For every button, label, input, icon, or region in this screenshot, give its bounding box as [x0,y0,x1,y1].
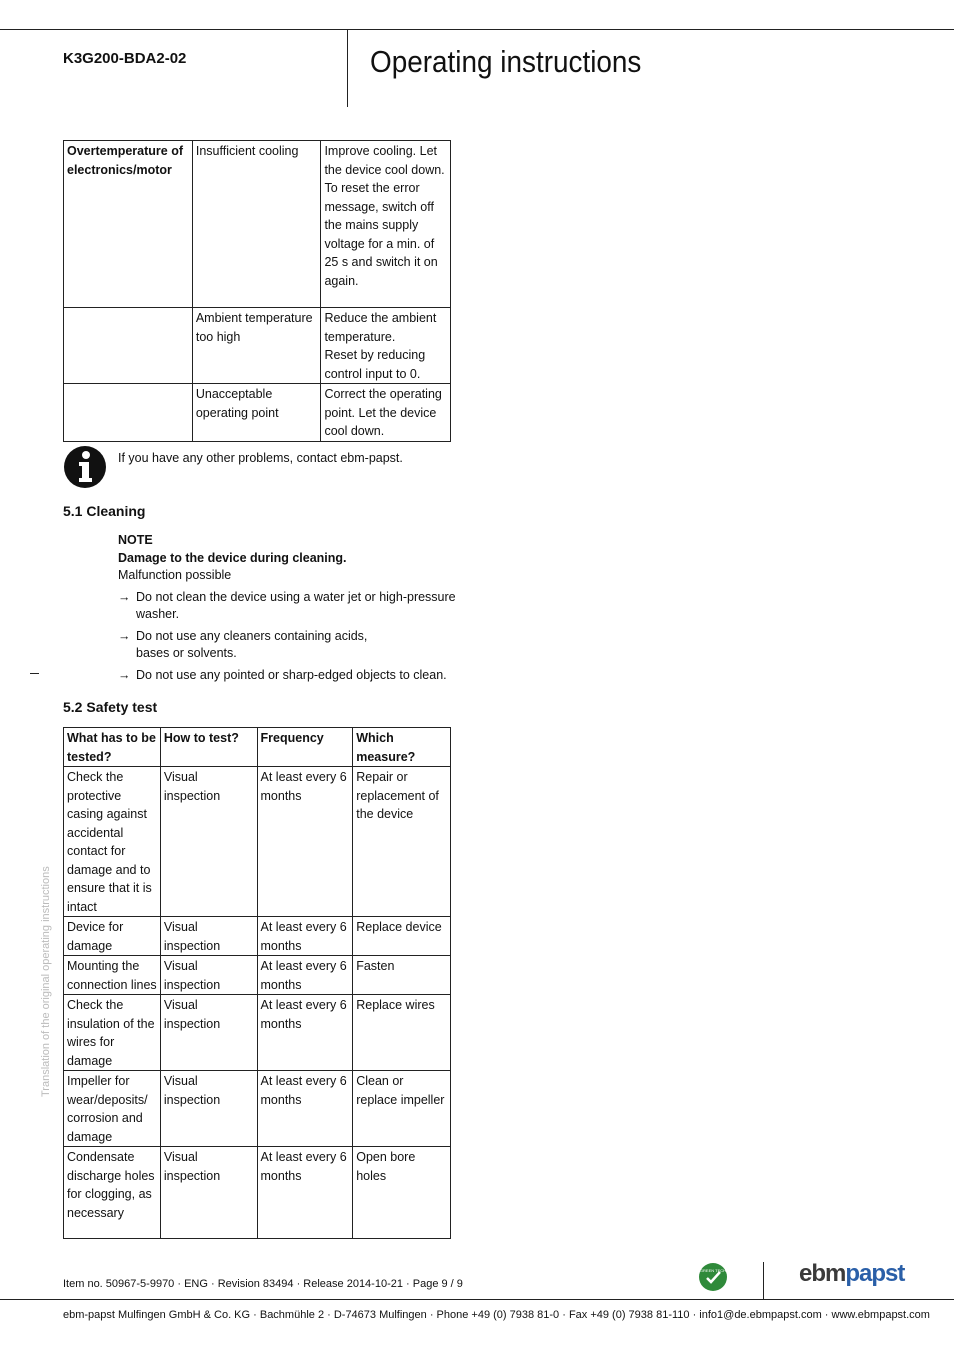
ebmpapst-logo: ebmpapst [799,1260,905,1287]
footer-company-info: ebm-papst Mulfingen GmbH & Co. KG · Bachmühle 2 · D-74673 Mulfingen · Phone +49 (0) 7938 81-0 · Fax +49 (0) 7938 81-110 · info1@de.ebmpapst.com · www.ebmpapst.com [63,1309,930,1321]
footer-item-info: Item no. 50967-5-9970 · ENG · Revision 83494 · Release 2014-10-21 · Page 9 / 9 [63,1278,463,1290]
column-header: How to test? [160,728,257,767]
cause-cell: Unacceptable operating point [192,384,321,442]
note-title: Damage to the device during cleaning. [118,550,347,565]
remedy-cell: Improve cooling. Let the device cool down. To reset the error message, switch off the mains supply voltage for a min. of 25 s and switch it on again. [321,141,451,308]
info-icon [63,445,107,489]
list-item: → Do not clean the device using a water jet or high-pressure washer. [118,589,456,621]
table-row: Device for damage Visual inspection At least every 6 months Replace device [64,917,451,956]
table-row [64,308,451,384]
green-tech-badge-icon [698,1262,728,1292]
column-header: What has to be tested? [64,728,161,767]
cause-cell: Ambient temperature too high [192,308,321,384]
header-top-rule [0,29,954,30]
fault-cell [64,308,193,384]
table-row: Check the insulation of the wires for damage Visual inspection At least every 6 months Replace wires [64,995,451,1071]
list-item: → Do not use any cleaners containing acids, bases or solvents. [118,628,368,660]
cleaning-note [118,532,458,684]
safety-table [63,727,451,1239]
margin-mark [30,673,39,674]
safety-heading: 5.2 Safety test [63,699,158,715]
fault-cell [64,384,193,442]
cause-cell: Insufficient cooling [192,141,321,308]
column-header: Which measure? [353,728,451,767]
header-divider [347,29,348,107]
sidebar-caption: Translation of the original operating instructions [40,866,52,1097]
footer-rule [0,1299,954,1300]
table-row [64,384,451,442]
cleaning-heading: 5.1 Cleaning [63,503,146,519]
svg-text:GREEN TECH: GREEN TECH [699,1268,727,1273]
page-title: Operating instructions [370,44,642,79]
remedy-cell: Correct the operating point. Let the device cool down. [321,384,451,442]
column-header: Frequency [257,728,353,767]
table-header-row [64,728,451,767]
note-label: NOTE [118,533,153,547]
remedy-cell: Reduce the ambient temperature. Reset by reducing control input to 0. [321,308,451,384]
table-row: Impeller for wear/deposits/ corrosion and damage Visual inspection At least every 6 months Clean or replace impeller [64,1071,451,1147]
table-row: Check the protective casing against accidental contact for damage and to ensure that it is intact Visual inspection At least every 6 months Repair or replacement of the device [64,767,451,917]
arrow-right-icon: → [118,628,131,643]
table-row: Condensate discharge holes for clogging, as necessary Visual inspection At least every 6 months Open bore holes [64,1147,451,1239]
list-item: → Do not use any pointed or sharp-edged objects to clean. [118,667,458,685]
note-sub: Malfunction possible [118,568,232,582]
item-code: K3G200-BDA2-02 [63,50,187,67]
fault-table [63,140,451,442]
fault-cell: Overtemperature of electronics/motor [64,141,193,308]
table-row [64,141,451,308]
info-note: If you have any other problems, contact ebm-papst. [118,451,403,465]
logo-separator [763,1262,764,1299]
arrow-right-icon: → [118,589,131,604]
arrow-right-icon: → [118,667,131,682]
table-row: Mounting the connection lines Visual inspection At least every 6 months Fasten [64,956,451,995]
